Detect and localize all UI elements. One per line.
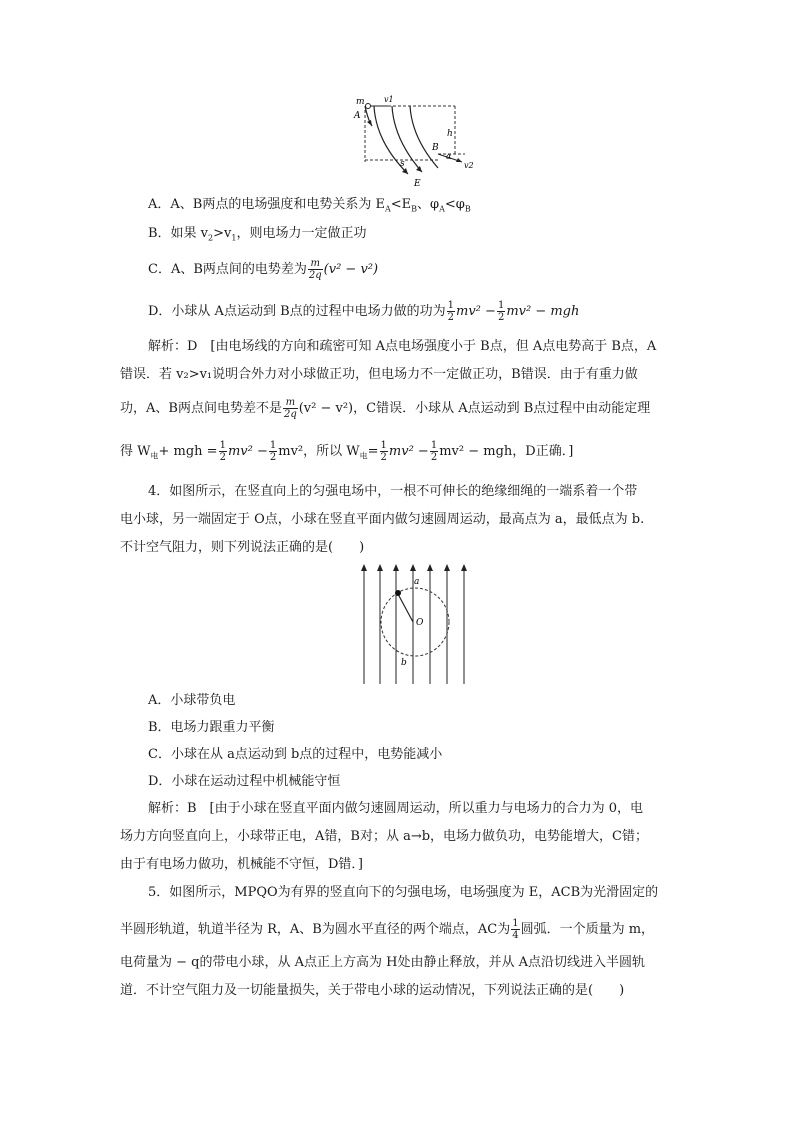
- fig2-label-o: O: [416, 618, 424, 628]
- fig1-label-v1: v1: [384, 95, 394, 104]
- q3-analysis-line-4: 得 $W_电+$ mgh = $\frac{1}{2}$ mv² − $\frac{1}{2}$ mv²，所以 $W_电=$ $\frac{1}{2}$ mv² − $\frac{1}{2}$ mv² − mgh，D正确．]: [120, 440, 574, 463]
- fig1-label-s: s: [400, 159, 405, 169]
- q3-analysis-line-1: 解析：D [由电场线的方向和疏密可知 A点电场强度小于 B点，但 A点电势高于 B点，A: [148, 339, 657, 354]
- uniform-field-circle-figure: [358, 562, 474, 686]
- q5-stem-line-4: 道．不计空气阻力及一切能量损失，关于带电小球的运动情况，下列说法正确的是( ): [120, 983, 625, 998]
- q3-option-a: A．A、B两点的电场强度和电势关系为 $E_A<E_B$、$\varphi_A<\varphi_B$: [148, 197, 471, 214]
- fig1-label-m: m: [356, 97, 365, 107]
- fig1-label-v2: v2: [464, 161, 474, 170]
- q4-option-b: B．电场力跟重力平衡: [148, 720, 275, 735]
- q4-analysis-line-1: 解析：B [由于小球在竖直平面内做匀速圆周运动，所以重力与电场力的合力为 0，电: [148, 801, 644, 816]
- q3-analysis-line-3: 功，A、B两点间电势差不是 $\frac{m}{2q}$ (v² − v²)，C错误．小球从 A点运动到 B点过程中由动能定理: [120, 397, 651, 420]
- q4-option-d: D．小球在运动过程中机械能守恒: [148, 774, 341, 789]
- q4-option-c: C．小球在从 a点运动到 b点的过程中，电势能减小: [148, 747, 443, 762]
- fig1-label-h: h: [447, 129, 453, 139]
- fig1-label-alpha: α: [446, 152, 452, 161]
- q4-stem-line-3: 不计空气阻力，则下列说法正确的是( ): [120, 540, 365, 555]
- fig2-label-b: b: [401, 658, 407, 668]
- q3-option-d: D．小球从 A点运动到 B点的过程中电场力做的功为 $\frac{1}{2}$ mv² − $\frac{1}{2}$ mv² − mgh: [148, 300, 580, 323]
- fig1-label-a: A: [354, 111, 361, 121]
- q5-stem-line-1: 5．如图所示，MPQO为有界的竖直向下的匀强电场，电场强度为 E，ACB为光滑固定的: [148, 885, 659, 900]
- q4-analysis-line-3: 由于有电场力做功，机械能不守恒，D错．]: [120, 857, 363, 872]
- q4-analysis-line-2: 场力方向竖直向上，小球带正电，A错，B对；从 a→b，电场力做负功，电势能增大，C错；: [120, 829, 648, 844]
- q4-stem-line-1: 4．如图所示，在竖直向上的匀强电场中，一根不可伸长的绝缘细绳的一端系着一个带: [148, 484, 638, 499]
- fig1-label-e: E: [414, 179, 421, 189]
- q3-option-c: C．A、B两点间的电势差为 $\frac{m}{2q}$ (v² − v²): [148, 258, 379, 281]
- q5-stem-line-3: 电荷量为 − q的带电小球，从 A点正上方高为 H处由静止释放，并从 A点沿切线进入半圆轨: [120, 955, 645, 970]
- q4-option-a: A．小球带负电: [148, 693, 236, 708]
- q4-stem-line-2: 电小球，另一端固定于 O点，小球在竖直平面内做匀速圆周运动，最高点为 a，最低点为 b.: [120, 512, 645, 527]
- fig1-label-b: B: [432, 143, 439, 153]
- q3-option-b: B．如果 $v_2>v_1$，则电场力一定做正功: [148, 226, 367, 243]
- field-lines-figure: [350, 92, 500, 192]
- q5-stem-line-2: 半圆形轨道，轨道半径为 R，A、B为圆水平直径的两个端点，AC为 $\frac{1}{4}$ 圆弧．一个质量为 m，: [120, 918, 655, 941]
- fig2-label-a: a: [414, 577, 420, 587]
- q3-analysis-line-2: 错误．若 v₂>v₁说明合外力对小球做正功，但电场力不一定做正功，B错误．由于有重力做: [120, 367, 638, 382]
